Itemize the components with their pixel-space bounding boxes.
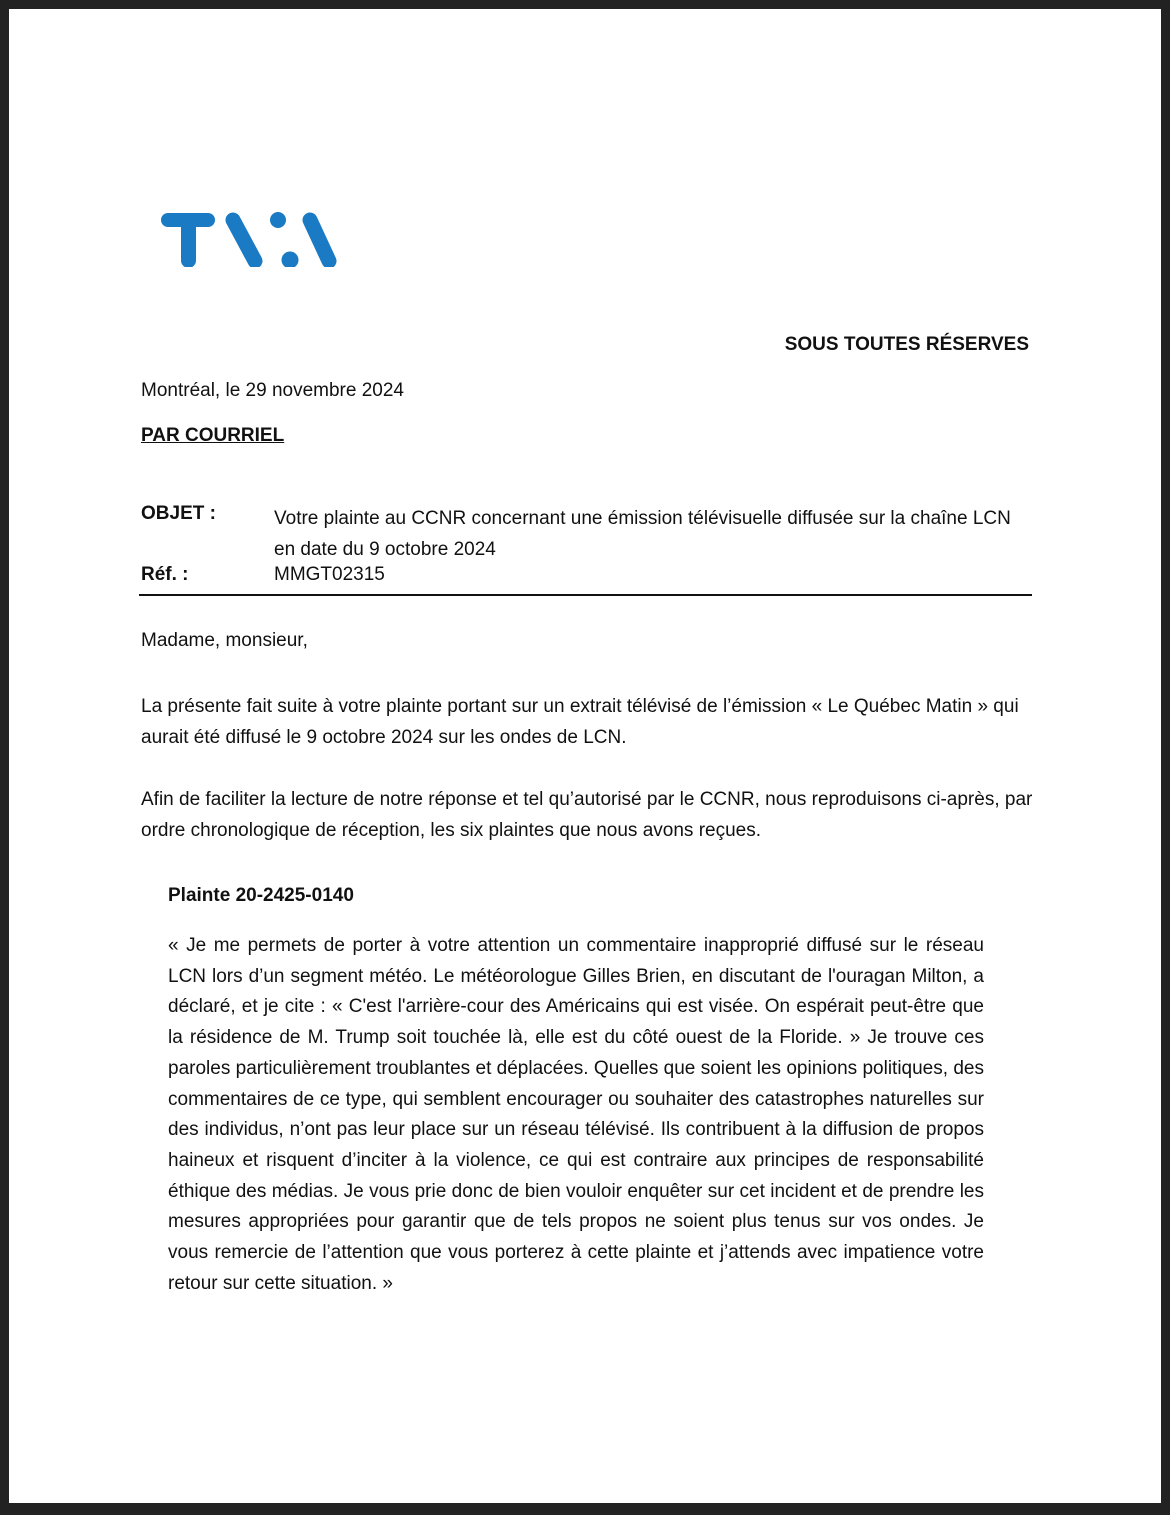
tva-logo (159, 207, 339, 267)
reference-label: Réf. : (141, 564, 189, 585)
date-line: Montréal, le 29 novembre 2024 (141, 380, 404, 401)
reference-value: MMGT02315 (274, 564, 385, 585)
header-divider (139, 594, 1032, 596)
subject-label: OBJET : (141, 503, 216, 524)
salutation: Madame, monsieur, (141, 630, 308, 651)
letter-page (9, 9, 1161, 1503)
reserve-notice: SOUS TOUTES RÉSERVES (784, 334, 1029, 355)
complaint-title: Plainte 20-2425-0140 (168, 885, 354, 906)
body-paragraph-1: La présente fait suite à votre plainte portant sur un extrait télévisé de l’émission « Le Québec Matin » qui aurait été diffusé le 9 octobre 2024 sur les ondes de LCN. (141, 696, 1019, 748)
subject-text: Votre plainte au CCNR concernant une émission télévisuelle diffusée sur la chaîne LCN en date du 9 octobre 2024 (274, 508, 1011, 560)
complaint-quote: « Je me permets de porter à votre attention un commentaire inapproprié diffusé sur le réseau LCN lors d’un segment météo. Le météorologue Gilles Brien, en discutant de l'ouragan Milton, a déclaré, et je cite : « C'est l'arrière-cour des Américains qui est visée. On espérait peut-être que la résidence de M. Trump soit touchée là, elle est du côté ouest de la Floride. » Je trouve ces paroles particulièrement troublantes et déplacées. Quelles que soient les opinions politiques, des commentaires de ce type, qui semblent encourager ou souhaiter des catastrophes naturelles sur des individus, n’ont pas leur place sur un réseau télévisé. Ils contribuent à la diffusion de propos haineux et risquent d’inciter à la violence, ce qui est contraire aux principes de responsabilité éthique des médias. Je vous prie donc de bien vouloir enquêter sur cet incident et de prendre les mesures appropriées pour garantir que de tels propos ne soient plus tenus sur vos ondes. Je vous remercie de l’attention que vous porterez à cette plainte et j’attends avec impatience votre retour sur cette situation. » (168, 935, 984, 1294)
body-paragraph-2: Afin de faciliter la lecture de notre réponse et tel qu’autorisé par le CCNR, nous reproduisons ci-après, par ordre chronologique de réception, les six plaintes que nous avons reçues. (141, 789, 1033, 841)
delivery-method: PAR COURRIEL (141, 425, 285, 446)
